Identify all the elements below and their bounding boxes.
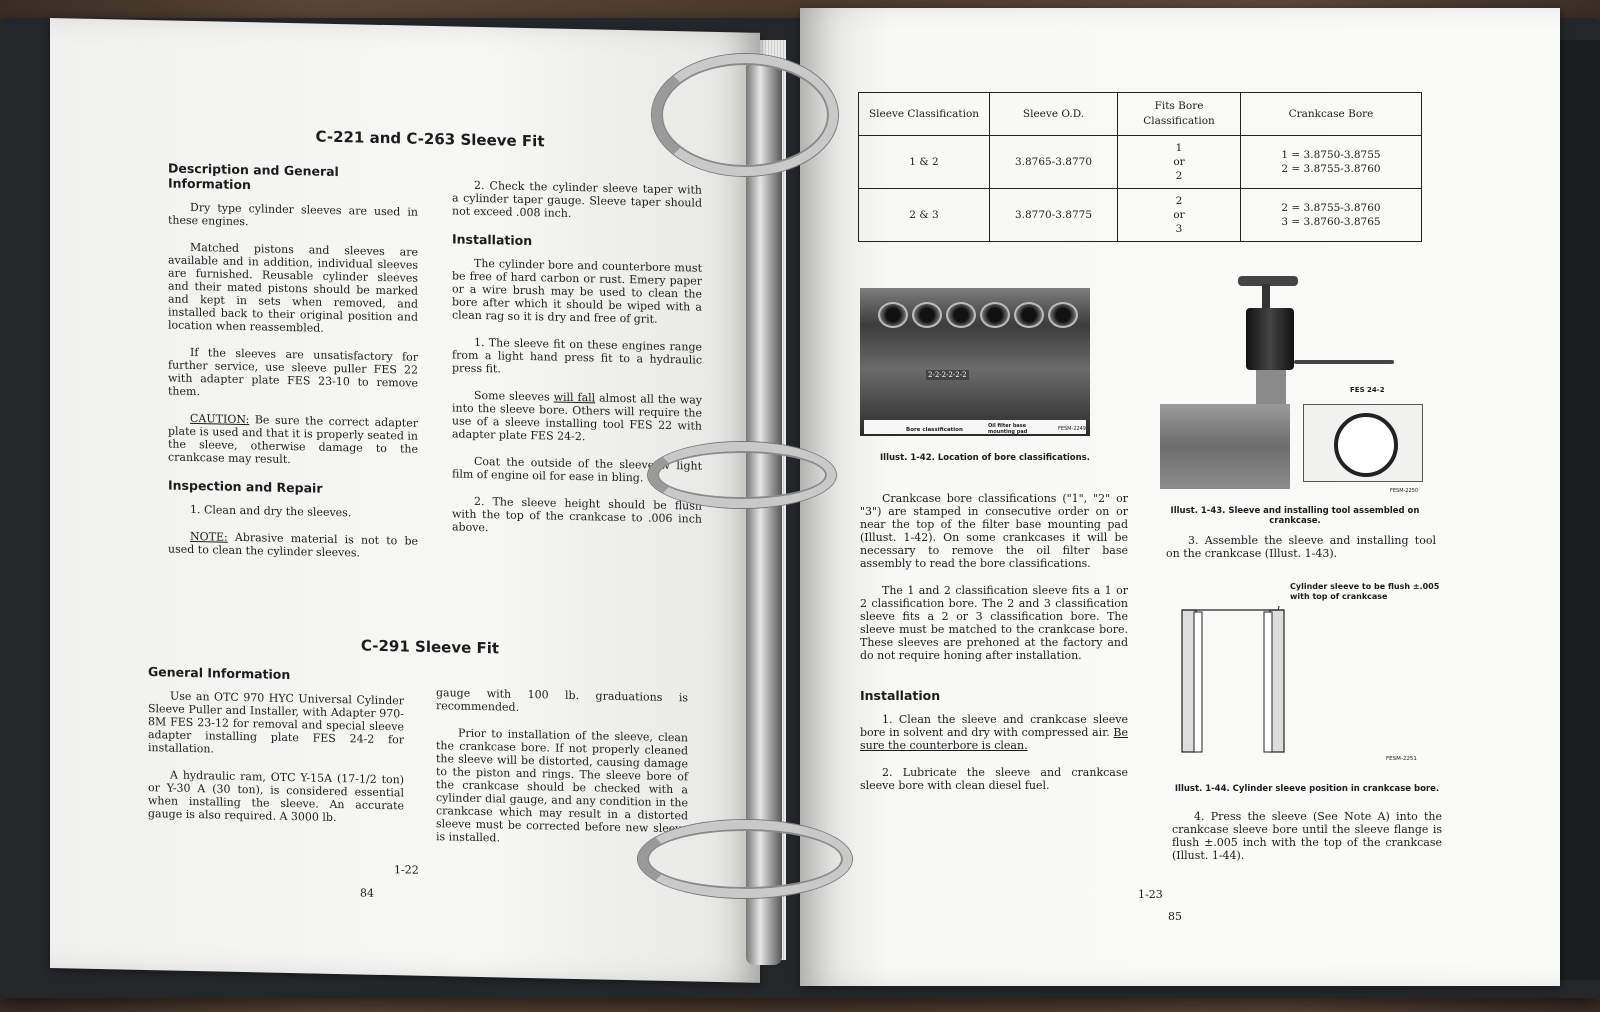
page-number-left: 84 <box>360 886 374 900</box>
left-column-2 <box>452 178 702 552</box>
right-column-1 <box>860 492 1128 806</box>
page-reference-right: 1-23 <box>1138 888 1163 901</box>
table-cell: 2 & 3 <box>859 189 990 242</box>
table-cell: 3.8765-3.8770 <box>990 136 1118 189</box>
installation-heading: Installation <box>452 231 533 249</box>
page-number-right: 85 <box>1168 910 1182 923</box>
figure-caption-1-42: Illust. 1-42. Location of bore classifications. <box>880 453 1090 463</box>
cylinder-bore <box>946 302 976 328</box>
sleeve-classification-table <box>858 92 1422 242</box>
right-installation-heading: Installation <box>860 688 941 703</box>
table-cell <box>1118 136 1241 189</box>
binder-ring-top <box>652 54 838 176</box>
caution-label: CAUTION: <box>190 411 250 427</box>
cylinder-bore <box>912 302 942 328</box>
sleeve-flush-label: Cylinder sleeve to be flush ±.005 with top of crankcase <box>1290 582 1440 601</box>
figure-code: FESM-2249 <box>1057 426 1086 432</box>
cell-line: or <box>1173 209 1185 221</box>
left-column-1 <box>168 160 418 574</box>
install-step-1-text: 1. Clean the sleeve and crankcase sleeve bore in solvent and dry with compressed air. <box>860 713 1128 739</box>
inspection-heading: Inspection and Repair <box>168 477 323 496</box>
cylinder-bore <box>980 302 1010 328</box>
bore-stamp: 2-2-2-2-2-2 <box>928 371 967 379</box>
install-step-1-underlined: Be sure the counterbore is clean. <box>860 726 1128 752</box>
tool-body <box>1246 308 1294 370</box>
install-paragraph-1: The cylinder bore and counterbore must be free of hard carbon or rust. Emery paper or a wire brush may be used to clean the bore after which it should be wiped with a clean rag so it is dry and free of grit. <box>452 256 702 326</box>
body-paragraph-1: Crankcase bore classifications ("1", "2" or "3") are stamped in consecutive order on or near the top of the filter base mounting pad (Illust. 1-42). On some crankcases it will be necessary to remove the oil filter base assembly to read the bore classifications. <box>860 492 1128 570</box>
left-column-4 <box>436 686 688 862</box>
table-cell: 3.8770-3.8775 <box>990 189 1118 242</box>
install-p3-underlined: will fall <box>553 390 596 405</box>
cell-line: 1 = 3.8750-3.8755 <box>1281 149 1381 161</box>
inspection-step-1: 1. Clean and dry the sleeves. <box>190 502 352 520</box>
general-info-heading: General Information <box>148 664 291 683</box>
tool-sleeve <box>1256 370 1286 404</box>
table-row <box>859 189 1422 242</box>
install-paragraph-5: 2. The sleeve height should be flush with the top of the crankcase to .006 inch above. <box>452 494 702 535</box>
install-p3-end: almost all the way into the sleeve bore. Others will require the use of a sleeve installing tool FES 22 with adapter plate FES 24-2. <box>452 391 702 444</box>
desc-paragraph-2: Matched pistons and sleeves are available and in addition, individual sleeves are furnished. Reusable cylinder sleeves and their mated pistons should be marked and kept in sets when removed, and installed back to their original position and location when reassembled. <box>168 240 418 335</box>
binder-ring-middle <box>648 442 836 508</box>
table-cell <box>1241 189 1422 242</box>
general-paragraph-1: Use an OTC 970 HYC Universal Cylinder Sleeve Puller and Installer, with Adapter 970-8M FES 23-12 for removal and special sleeve adapter installing plate FES 24-2 for installation. <box>148 689 404 756</box>
right-column-3 <box>1172 810 1442 876</box>
gauge-dial-icon <box>1334 413 1398 477</box>
binder-ring-bottom <box>638 820 852 898</box>
cylinder-bore <box>1048 302 1078 328</box>
caution-text: Be sure the correct adapter plate is used and that it is properly seated in the sleeve, otherwise damage to the crankcase may result. <box>168 413 418 467</box>
install-paragraph-2: 1. The sleeve fit on these engines range from a light hand press fit to a hydraulic press fit. <box>452 335 702 376</box>
install-p3-start: Some sleeves <box>474 388 554 404</box>
cell-line: 1 <box>1175 142 1183 154</box>
right-page <box>800 8 1560 986</box>
table-cell <box>1118 189 1241 242</box>
table-row <box>859 136 1422 189</box>
table-header: Crankcase Bore <box>1241 93 1422 136</box>
install-step-3: 3. Assemble the sleeve and installing tool on the crankcase (Illust. 1-43). <box>1166 534 1436 560</box>
fes-24-2-label: FES 24-2 <box>1350 386 1385 394</box>
note-paragraph <box>168 529 418 560</box>
cell-line: 3 <box>1175 223 1183 235</box>
section-title-c221: C-221 and C-263 Sleeve Fit <box>315 127 545 151</box>
page-reference-left: 1-22 <box>394 863 419 877</box>
label-strip <box>864 420 1086 434</box>
section-title-c291: C-291 Sleeve Fit <box>360 636 500 658</box>
figure-code: FESM-2251 <box>1386 756 1417 762</box>
table-header: Sleeve O.D. <box>990 93 1118 136</box>
hydraulic-hose <box>1294 360 1394 364</box>
figure-code: FESM-2250 <box>1390 488 1419 494</box>
note-label: NOTE: <box>190 529 228 544</box>
cell-line: 2 = 3.8755-3.8760 <box>1281 202 1381 214</box>
note-text: Abrasive material is not to be used to clean the cylinder sleeves. <box>168 530 418 560</box>
cell-line: 2 <box>1175 170 1183 182</box>
figure-caption-1-43: Illust. 1-43. Sleeve and installing tool assembled on crankcase. <box>1170 506 1420 526</box>
install-paragraph-3 <box>452 388 702 445</box>
cell-line: or <box>1173 156 1185 168</box>
right-install-step-2: 2. Lubricate the sleeve and crankcase sleeve bore with clean diesel fuel. <box>860 766 1128 792</box>
install-step-4: 4. Press the sleeve (See Note A) into the crankcase sleeve bore until the sleeve flange is flush ±.005 inch with the top of the crankcase (Illust. 1-44). <box>1172 810 1442 862</box>
binder-cover-edge <box>1560 40 1600 980</box>
table-header: Fits Bore Classification <box>1118 93 1241 136</box>
right-column-2 <box>1166 534 1436 574</box>
engine-block-photo <box>860 288 1090 436</box>
caution-paragraph <box>168 411 418 468</box>
general-paragraph-4: Prior to installation of the sleeve, clean the crankcase bore. If not properly cleaned the sleeve will be distorted, causing damage to the piston and rings. The sleeve bore of the crankcase should be checked with a cylinder dial gauge, and any condition in the crankcase which may result in a distorted sleeve must be corrected before new sleeve is installed. <box>436 726 688 845</box>
table-header: Sleeve Classification <box>859 93 990 136</box>
tool-screw <box>1262 284 1270 310</box>
desc-paragraph-1: Dry type cylinder sleeves are used in these engines. <box>168 200 418 229</box>
table-header-row <box>859 93 1422 136</box>
cylinder-bore <box>878 302 908 328</box>
cell-line: 2 = 3.8755-3.8760 <box>1281 163 1381 175</box>
cylinder-sleeve-diagram <box>1178 606 1288 754</box>
cell-line: 3 = 3.8760-3.8765 <box>1281 216 1381 228</box>
bore-classification-label: Bore classification <box>906 427 963 433</box>
table-cell <box>1241 136 1422 189</box>
cell-line: 2 <box>1175 195 1183 207</box>
left-column-3 <box>148 664 404 839</box>
figure-caption-1-44: Illust. 1-44. Cylinder sleeve position in crankcase bore. <box>1174 784 1440 794</box>
desc-heading: Description and General Information <box>168 160 339 193</box>
right-install-step-1 <box>860 713 1128 752</box>
crankcase-photo <box>1160 404 1290 489</box>
body-paragraph-2: The 1 and 2 classification sleeve fits a 1 or 2 classification bore. The 2 and 3 classification sleeve fits a 2 or 3 classification bore. The sleeve must be matched to the crankcase bore. These sleeves are prehoned at the factory and do not require honing after installation. <box>860 584 1128 662</box>
general-paragraph-3: gauge with 100 lb. graduations is recommended. <box>436 686 688 714</box>
oil-filter-pad-label: Oil filter base mounting pad <box>988 423 1028 435</box>
cylinder-bore <box>1014 302 1044 328</box>
table-cell: 1 & 2 <box>859 136 990 189</box>
general-paragraph-2: A hydraulic ram, OTC Y-15A (17-1/2 ton) or Y-30 A (30 ton), is considered essential when installing the sleeve. An accurate gauge is also required. A 3000 lb. <box>148 768 404 824</box>
desc-paragraph-3: If the sleeves are unsatisfactory for further service, use sleeve puller FES 22 with adapter plate FES 23-10 to remove them. <box>168 345 418 399</box>
pressure-gauge <box>1303 404 1423 482</box>
install-paragraph-4: Coat the outside of the sleeve w light film of engine oil for ease in bling. <box>452 454 702 485</box>
inspection-step-2: 2. Check the cylinder sleeve taper with a cylinder taper gauge. Sleeve taper should not exceed .008 inch. <box>452 178 702 220</box>
